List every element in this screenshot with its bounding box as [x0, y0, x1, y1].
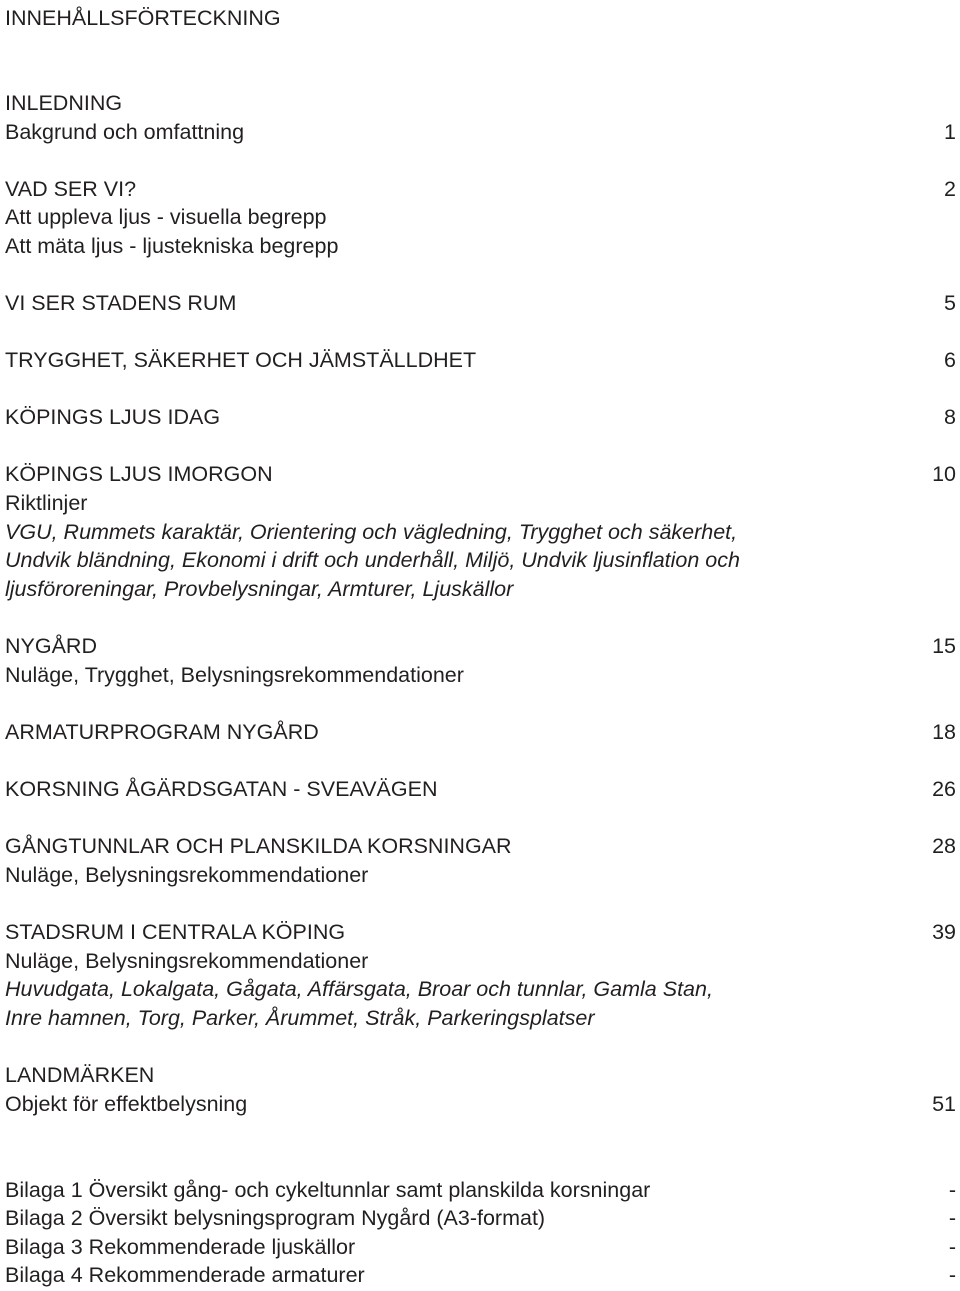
toc-heading-stadsrum: STADSRUM I CENTRALA KÖPING	[5, 920, 346, 944]
toc-bilaga-1: Bilaga 1 Översikt gång- och cykeltunnlar samt planskilda korsningar	[5, 1178, 651, 1202]
toc-page-bilaga-4: -	[948, 1263, 956, 1287]
toc-sub-vad-ser-vi-2: Att mäta ljus - ljustekniska begrepp	[5, 234, 339, 258]
toc-page-inledning: 1	[944, 120, 956, 144]
toc-heading-armaturprogram: ARMATURPROGRAM NYGÅRD	[5, 720, 319, 744]
toc-italic-kopings-imorgon-1: VGU, Rummets karaktär, Orientering och vägledning, Trygghet och säkerhet,	[5, 520, 738, 544]
toc-sub-vad-ser-vi-1: Att uppleva ljus - visuella begrepp	[5, 205, 327, 229]
toc-page-bilaga-1: -	[948, 1178, 956, 1202]
toc-bilaga-3: Bilaga 3 Rekommenderade ljuskällor	[5, 1235, 356, 1259]
toc-page-bilaga-2: -	[948, 1206, 956, 1230]
toc-page-stadsrum: 39	[932, 920, 956, 944]
toc-sub-kopings-imorgon: Riktlinjer	[5, 491, 88, 515]
toc-bilaga-2: Bilaga 2 Översikt belysningsprogram Nygård (A3-format)	[5, 1206, 546, 1230]
toc-page-vi-ser: 5	[944, 291, 956, 315]
toc-sub-stadsrum: Nuläge, Belysningsrekommendationer	[5, 949, 369, 973]
toc-heading-kopings-imorgon: KÖPINGS LJUS IMORGON	[5, 462, 273, 486]
toc-italic-stadsrum-2: Inre hamnen, Torg, Parker, Årummet, Stråk, Parkeringsplatser	[5, 1006, 595, 1030]
toc-sub-nygard: Nuläge, Trygghet, Belysningsrekommendationer	[5, 663, 464, 687]
toc-heading-trygghet: TRYGGHET, SÄKERHET OCH JÄMSTÄLLDHET	[5, 348, 477, 372]
page-title: INNEHÅLLSFÖRTECKNING	[5, 6, 281, 30]
toc-heading-gangtunnlar: GÅNGTUNNLAR OCH PLANSKILDA KORSNINGAR	[5, 834, 512, 858]
toc-page-landmarken: 51	[932, 1092, 956, 1116]
toc-page-trygghet: 6	[944, 348, 956, 372]
toc-page-korsning: 26	[932, 777, 956, 801]
toc-page-gangtunnlar: 28	[932, 834, 956, 858]
toc-sub-inledning: Bakgrund och omfattning	[5, 120, 245, 144]
toc-italic-stadsrum-1: Huvudgata, Lokalgata, Gågata, Affärsgata, Broar och tunnlar, Gamla Stan,	[5, 977, 713, 1001]
toc-heading-inledning: INLEDNING	[5, 91, 123, 115]
toc-heading-korsning: KORSNING ÅGÄRDSGATAN - SVEAVÄGEN	[5, 777, 438, 801]
toc-page-kopings-idag: 8	[944, 405, 956, 429]
toc-italic-kopings-imorgon-3: ljusföroreningar, Provbelysningar, Armturer, Ljuskällor	[5, 577, 514, 601]
toc-page-bilaga-3: -	[948, 1235, 956, 1259]
toc-page-kopings-imorgon: 10	[932, 462, 956, 486]
toc-italic-kopings-imorgon-2: Undvik bländning, Ekonomi i drift och underhåll, Miljö, Undvik ljusinflation och	[5, 548, 740, 572]
toc-page-nygard: 15	[932, 634, 956, 658]
toc-page-armaturprogram: 18	[932, 720, 956, 744]
toc-heading-vi-ser: VI SER STADENS RUM	[5, 291, 237, 315]
toc-sub-gangtunnlar: Nuläge, Belysningsrekommendationer	[5, 863, 369, 887]
toc-heading-nygard: NYGÅRD	[5, 634, 97, 658]
toc-heading-kopings-idag: KÖPINGS LJUS IDAG	[5, 405, 221, 429]
toc-heading-vad-ser-vi: VAD SER VI?	[5, 177, 137, 201]
toc-sub-landmarken: Objekt för effektbelysning	[5, 1092, 248, 1116]
toc-bilaga-4: Bilaga 4 Rekommenderade armaturer	[5, 1263, 365, 1287]
toc-heading-landmarken: LANDMÄRKEN	[5, 1063, 155, 1087]
toc-page-vad-ser-vi: 2	[944, 177, 956, 201]
